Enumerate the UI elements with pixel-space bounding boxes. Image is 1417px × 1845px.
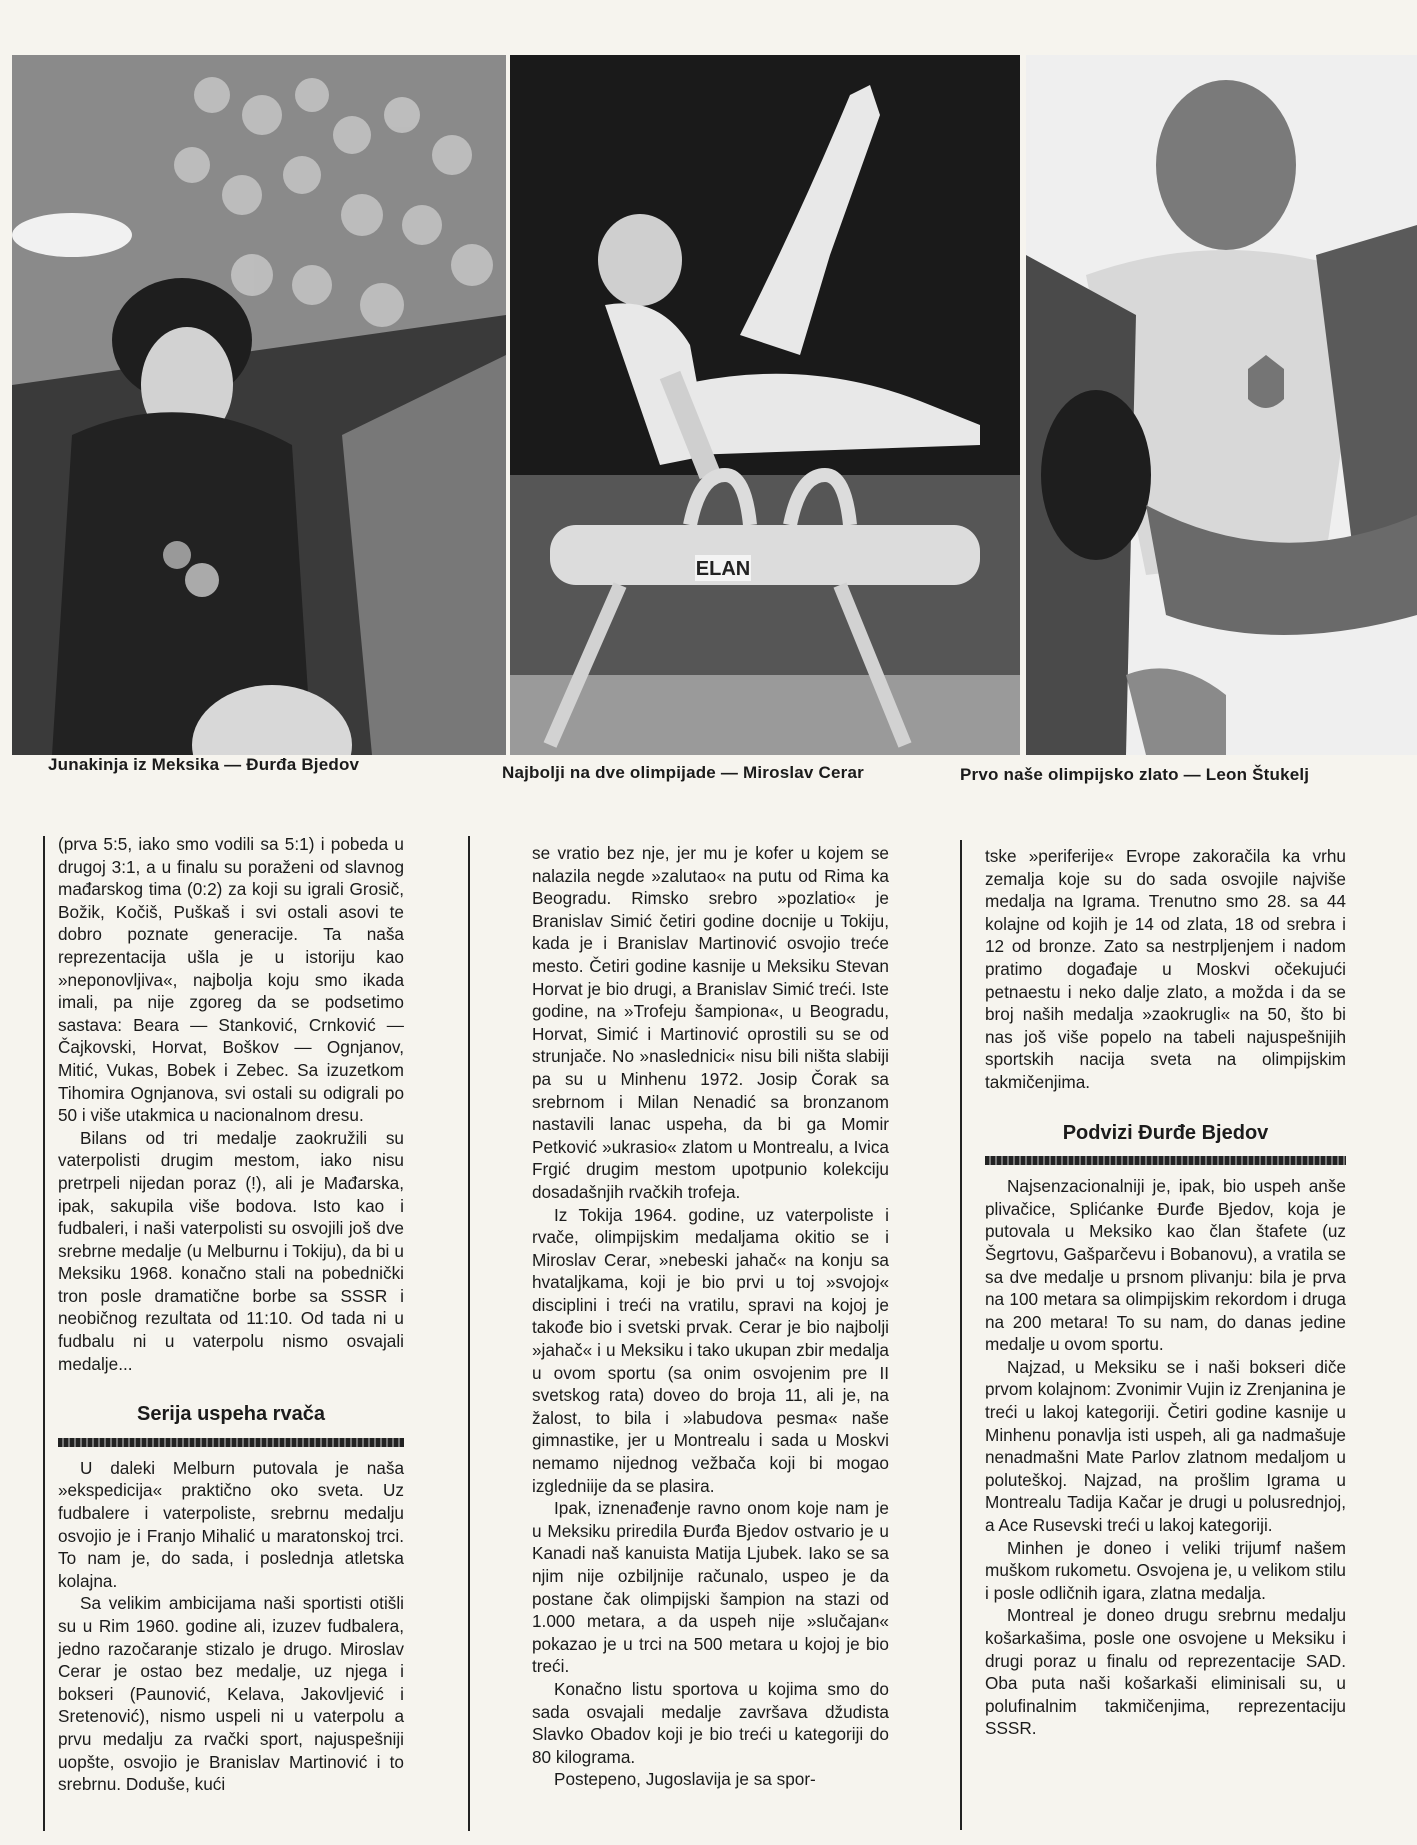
subheading-podvizi-durde-bjedov: Podvizi Đurđe Bjedov	[1062, 1121, 1269, 1144]
caption-durda-bjedov: Junakinja iz Meksika — Đurđa Bjedov	[48, 755, 360, 774]
photo-swimmer-crowd-illustration	[12, 55, 506, 755]
column2-paragraph: Ipak, iznenađenje ravno onom koje nam je u Meksiku priredila Đurđa Bjedov ostvario je u Kanadi naš kanuista Matija Ljubek. Iako se sa njim nije ozbiljnije računalo, uspeo je da postane čak olimpijski šampion na stazi od 1.000 metara, a da uspeh nije »slučajan« pokazao je u trci na 500 metara u kojoj je bio treći.	[532, 1498, 889, 1677]
photo-leon-stukelj	[1026, 55, 1417, 755]
column3-paragraph: Montreal je doneo drugu srebrnu medalju košarkašima, posle one osvojene u Meksiku i drugi poraz u finalu od reprezentacije SAD. Oba puta naši košarkaši eliminisali su, u polufinalnim takmičenjima, reprezentaciju SSSR.	[985, 1605, 1346, 1739]
column-rule-middle-left	[468, 836, 470, 1831]
column2-paragraph: Konačno listu sportova u kojima smo do sada osvajali medalje završava džudista Slavko Obadov koji je bio treći u kategoriji do 80 kilograma.	[532, 1678, 889, 1767]
photo-gymnast-rings-illustration	[1026, 55, 1417, 755]
pommel-brand-label: ELAN	[695, 558, 751, 580]
article-column-2	[532, 842, 889, 1791]
heading-rule	[985, 1156, 1346, 1165]
article-column-3	[985, 845, 1346, 1740]
photo-gymnast-pommel-horse-illustration	[510, 55, 1020, 755]
article-column-1	[58, 833, 404, 1796]
column3-paragraph: tske »periferije« Evrope zakoračila ka vrhu zemalja koje su do sada osvojile najviše medalja na Igrama. Trenutno smo 28. sa 44 kolajne od kojih je 14 od zlata, 18 od srebra i 12 od bronze. Zato sa nestrpljenjem i nadom pratimo događaje u Moskvi očekujući petnaestu i neko dalje zlato, a možda i da se broj naših medalja »zaokrugli« na 50, što bi nas još više popelo na tabeli najuspešnijih sportskih nacija sveta na olimpijskim takmičenjima.	[985, 846, 1346, 1092]
column2-paragraph: Iz Tokija 1964. godine, uz vaterpoliste i rvače, olimpijskim medaljama okitio se i Miroslav Cerar, »nebeski jahač« na konju sa hvataljkama, koji je bio prvi u toj »svojoj« disciplini i treći na vratilu, spravi na kojoj je takođe bio i svetski prvak. Cerar je bio najbolji »jahač« i u Meksiku i tako ukupan zbir medalja u ovom sportu (sa onim osvojenim pre II svetskog rata) doveo do broja 11, ali je, na žalost, to bila i »labudova pesma« naše gimnastike, jer u Montrealu i sada u Moskvi nemamo nijednog vežbača koji bi mogao izgledniije da se plasira.	[532, 1204, 889, 1496]
column3-paragraph: Najzad, u Meksiku se i naši bokseri diče prvom kolajnom: Zvonimir Vujin iz Zrenjanina je treći u lakoj kategoriji. Četiri godine kasnije u Minhenu ponavlja isti uspeh, ali ga nadmašuje nenadmašni Mate Parlov zlatnom medaljom u poluteškoj. Najzad, na prošlim Igrama u Montrealu Tadija Kačar je drugi u polusrednjoj, a Ace Rusevski treći u lakoj kategoriji.	[985, 1356, 1346, 1536]
caption-miroslav-cerar: Najbolji na dve olimpijade — Miroslav Cerar	[502, 763, 864, 782]
column-rule-left	[43, 836, 45, 1831]
column1-paragraph: U daleki Melburn putovala je naša »ekspedicija« praktično oko sveta. Uz fudbalere i vaterpoliste, srebrnu medalju osvojio je i Franjo Mihalić u maratonskoj trci. To nam je, do sada, i poslednja atletska kolajna.	[58, 1457, 404, 1591]
column2-paragraph: Postepeno, Jugoslavija je sa spor-	[554, 1769, 816, 1790]
column3-paragraph: Najsenzacionalniji je, ipak, bio uspeh anše plivačice, Splićanke Đurđe Bjedov, koja je putovala u Meksiko kao član štafete (uz Šegrtovu, Gašparčevu i Bobanovu), a vratila se sa dve medalje u prsnom plivanju: bila je prva na 100 metara sa olimpijskim rekordom i druga na 200 metara! To su nam, do danas jedine medalje u ovom sportu.	[985, 1176, 1346, 1355]
column-rule-middle-right	[960, 840, 962, 1830]
column3-paragraph: Minhen je doneo i veliki trijumf našem muškom rukometu. Osvojena je, u velikom stilu i posle odličnih igara, zlatna medalja.	[985, 1537, 1346, 1603]
caption-leon-stukelj: Prvo naše olimpijsko zlato — Leon Štukelj	[960, 765, 1310, 784]
column1-paragraph: Sa velikim ambicijama naši sportisti otišli su u Rim 1960. godine ali, izuzev fudbalera, jedno razočaranje stizalo je drugo. Miroslav Cerar je ostao bez medalje, uz njega i bokseri (Paunović, Kelava, Jakovljević i Sretenović), nismo uspeli ni u vaterpolu a prvu medalju za rvački sport, najuspešniji uopšte, osvojio je Branislav Martinović i to srebrnu. Doduše, kući	[58, 1593, 404, 1795]
photo-miroslav-cerar	[510, 55, 1020, 755]
heading-rule	[58, 1438, 404, 1447]
column2-paragraph: se vratio bez nje, jer mu je kofer u kojem se nalazila negde »zalutao« na putu od Rima ka Beogradu. Rimsko srebro »pozlatio« je Branislav Simić četiri godine docnije u Tokiju, kada je i Branislav Martinović osvojio treće mesto. Četiri godine kasnije u Meksiku Stevan Horvat je bio drugi, a Branislav Simić treći. Iste godine, na »Trofeju šampiona«, u Beogradu, Horvat, Simić i Martinović oprostili su se od strunjače. No »naslednici« nisu bili ništa slabiji pa su u Minhenu 1972. Josip Čorak sa srebrnom i Milan Nenadić sa bronzanom nastavili lanac uspeha, da bi ga Momir Petković »ukrasio« zlatom u Montrealu, a Ivica Frgić drugim mestom upotpunio kolekciju dosadašnjih rvačkih trofeja.	[532, 843, 889, 1202]
photo-durda-bjedov	[12, 55, 506, 755]
subheading-serija-uspeha-rvaca: Serija uspeha rvača	[137, 1403, 325, 1426]
column1-paragraph: (prva 5:5, iako smo vodili sa 5:1) i pobeda u drugoj 3:1, a u finalu su poraženi od slavnog mađarskog tima (0:2) za koji su igrali Grosič, Božik, Kočiš, Puškaš i svi ostali asovi te dobro poznate generacije. Ta naša reprezentacija ušla je u istoriju kao »neponovljiva«, najbolja koju smo ikada imali, pa nije zgoreg da se podsetimo sastava: Beara — Stanković, Crnković — Čajkovski, Horvat, Boškov — Ognjanov, Mitić, Vukas, Bobek i Zebec. Sa izuzetkom Tihomira Ognjanova, svi ostali su odigrali po 50 i više utakmica u nacionalnom dresu.	[58, 834, 404, 1126]
column1-paragraph: Bilans od tri medalje zaokružili su vaterpolisti drugim mestom, iako nisu pretrpeli nijedan poraz (!), ali je Mađarska, ipak, sakupila više bodova. Isto kao i fudbaleri, i naši vaterpolisti su osvojili još dve srebrne medalje (u Melburnu i Tokiju), da bi u Meksiku 1968. konačno stali na pobednički tron posle dramatične borbe sa SSSR i neobičnog rezultata od 11:10. Od tada ni u fudbalu ni u vaterpolu nismo osvajali medalje...	[58, 1127, 404, 1374]
